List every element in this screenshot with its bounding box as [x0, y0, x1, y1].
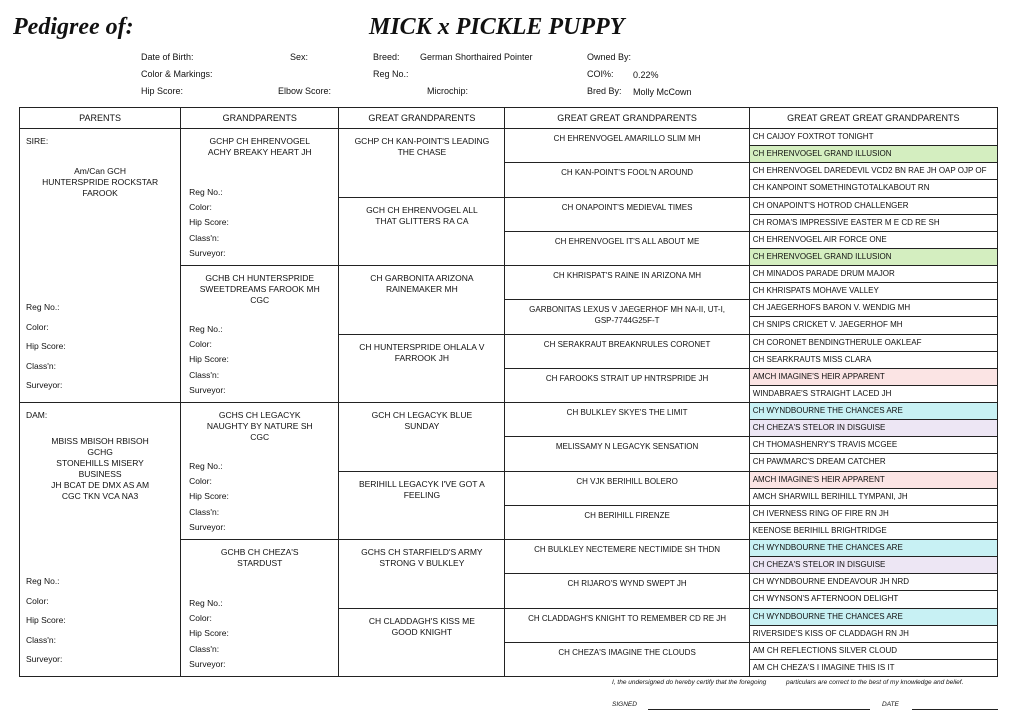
grandparent-field-hip: Hip Score:	[189, 217, 229, 228]
gg-grandparent-name: CH CLADDAGH'S KNIGHT TO REMEMBER CD RE JH	[528, 613, 727, 623]
parent-field-surveyor: Surveyor:	[26, 380, 63, 391]
ggg-grandparent-name: CH EHRENVOGEL AIR FORCE ONE	[752, 234, 887, 244]
ggg-grandparent-name: CH PAWMARC'S DREAM CATCHER	[752, 457, 886, 467]
pedigree-row	[20, 403, 998, 420]
ggg-grandparent-name: CH KANPOINT SOMETHINGTOTALKABOUT RN	[752, 183, 930, 193]
great-grandparent-cell	[339, 334, 505, 403]
great-grandparent-name: CH GARBONITA ARIZONA RAINEMAKER MH	[370, 273, 474, 294]
ggg-grandparent-cell	[749, 659, 997, 676]
great-grandparent-cell	[339, 403, 505, 472]
column-header-grandparents: GRANDPARENTS	[181, 108, 339, 129]
sire-cell	[20, 129, 181, 403]
ggg-grandparent-name: AM CH CHEZA'S I IMAGINE THIS IS IT	[752, 662, 895, 672]
gg-grandparent-cell	[505, 608, 749, 642]
ggg-grandparent-cell	[749, 522, 997, 539]
grandparent-field-reg: Reg No.:	[189, 460, 223, 471]
ggg-grandparent-name: AMCH IMAGINE'S HEIR APPARENT	[752, 474, 885, 484]
gg-grandparent-name: CH BERIHILL FIRENZE	[584, 510, 670, 520]
ggg-grandparent-cell	[749, 557, 997, 574]
great-grandparent-cell	[339, 471, 505, 540]
gg-grandparent-cell	[505, 574, 749, 608]
grandparent-name: GCHB CH HUNTERSPRIDE SWEETDREAMS FAROOK MH CGC	[199, 273, 320, 305]
ggg-grandparent-name: CH CHEZA'S STELOR IN DISGUISE	[752, 560, 886, 570]
gg-grandparent-name: CH BULKLEY SKYE'S THE LIMIT	[566, 408, 688, 417]
ggg-grandparent-cell	[749, 248, 997, 265]
great-grandparent-cell	[339, 266, 505, 335]
owned-by-label: Owned By:	[587, 52, 632, 62]
ggg-grandparent-name: AM CH REFLECTIONS SILVER CLOUD	[752, 645, 898, 655]
ggg-grandparent-cell	[749, 231, 997, 248]
grandparent-field-surveyor: Surveyor:	[189, 521, 226, 532]
certify-text-right: particulars are correct to the best of my knowledge and belief.	[786, 679, 964, 686]
grandparent-field-color: Color:	[189, 202, 212, 213]
grandparent-name: GCHS CH LEGACYK NAUGHTY BY NATURE SH CGC	[206, 410, 313, 442]
grandparent-name: GCHB CH CHEZA'S STARDUST	[220, 547, 299, 568]
column-header-ggg-grandparents: GREAT GREAT GREAT GRANDPARENTS	[749, 108, 997, 129]
column-header-gg-grandparents: GREAT GREAT GRANDPARENTS	[505, 108, 749, 129]
great-grandparent-cell	[339, 540, 505, 609]
ggg-grandparent-name: CH THOMASHENRY'S TRAVIS MCGEE	[752, 440, 898, 450]
ggg-grandparent-name: CH EHRENVOGEL DAREDEVIL VCD2 BN RAE JH OAP OJP OF	[752, 166, 987, 176]
great-grandparent-name: GCH CH EHRENVOGEL ALL THAT GLITTERS RA CA	[366, 204, 478, 226]
great-grandparent-name: BERIHILL LEGACYK I'VE GOT A FEELING	[358, 478, 485, 500]
parent-name: MBISS MBISOH RBISOH GCHG STONEHILLS MISERY BUSINESS JH BCAT DE DMX AS AM CGC TKN VCA NA3	[51, 436, 150, 501]
ggg-grandparent-cell	[749, 197, 997, 214]
grandparent-field-reg: Reg No.:	[189, 186, 223, 197]
great-grandparent-cell	[339, 129, 505, 198]
parent-field-hip: Hip Score:	[26, 615, 66, 626]
hip-score-label: Hip Score:	[141, 86, 184, 96]
gg-grandparent-name: CH SERAKRAUT BREAKNRULES CORONET	[543, 339, 711, 349]
grandparent-field-reg: Reg No.:	[189, 597, 223, 608]
gg-grandparent-name: GARBONITAS LEXUS V JAEGERHOF MH NA-II, UT-I, GSP-7744G25F-T	[529, 305, 726, 326]
grandparent-field-class: Class'n:	[189, 232, 220, 243]
parent-field-reg: Reg No.:	[26, 576, 60, 587]
ggg-grandparent-name: CH CHEZA'S STELOR IN DISGUISE	[752, 423, 886, 433]
column-header-parents: PARENTS	[20, 108, 181, 129]
coi-label: COI%:	[587, 69, 614, 79]
parent-field-hip: Hip Score:	[26, 341, 66, 352]
ggg-grandparent-cell	[749, 385, 997, 402]
grandparent-cell	[181, 540, 339, 677]
ggg-grandparent-cell	[749, 642, 997, 659]
ggg-grandparent-name: CH MINADOS PARADE DRUM MAJOR	[752, 269, 895, 278]
gg-grandparent-cell	[505, 368, 749, 402]
ggg-grandparent-name: CH CAIJOY FOXTROT TONIGHT	[752, 132, 874, 141]
gg-grandparent-name: CH EHRENVOGEL IT'S ALL ABOUT ME	[554, 236, 700, 246]
grandparent-field-color: Color:	[189, 613, 212, 624]
dob-label: Date of Birth:	[141, 52, 194, 62]
ggg-grandparent-cell	[749, 163, 997, 180]
ggg-grandparent-name: CH WYNDBOURNE THE CHANCES ARE	[752, 406, 903, 415]
gg-grandparent-cell	[505, 505, 749, 539]
parent-field-color: Color:	[26, 321, 49, 332]
pedigree-row	[20, 129, 998, 146]
bred-by-label: Bred By:	[587, 86, 622, 96]
coi-value: 0.22%	[633, 70, 659, 80]
great-grandparent-name: CH HUNTERSPRIDE OHLALA V FARROOK JH	[359, 341, 485, 363]
gg-grandparent-cell	[505, 540, 749, 574]
grandparent-field-class: Class'n:	[189, 643, 220, 654]
parent-role-label: SIRE:	[26, 136, 49, 146]
ggg-grandparent-cell	[749, 488, 997, 505]
grandparent-field-surveyor: Surveyor:	[189, 384, 226, 395]
parent-field-class: Class'n:	[26, 634, 56, 645]
ggg-grandparent-cell	[749, 591, 997, 608]
ggg-grandparent-name: CH IVERNESS RING OF FIRE RN JH	[752, 508, 889, 518]
pedigree-table	[19, 107, 998, 677]
grandparent-field-surveyor: Surveyor:	[189, 247, 226, 258]
grandparent-field-color: Color:	[189, 339, 212, 350]
grandparent-field-reg: Reg No.:	[189, 323, 223, 334]
gg-grandparent-name: CH BULKLEY NECTEMERE NECTIMIDE SH THDN	[534, 545, 721, 554]
color-markings-label: Color & Markings:	[141, 69, 213, 79]
ggg-grandparent-cell	[749, 471, 997, 488]
gg-grandparent-cell	[505, 403, 749, 437]
great-grandparent-cell	[339, 197, 505, 266]
parent-role-label: DAM:	[26, 410, 48, 420]
column-header-great-grandparents: GREAT GRANDPARENTS	[339, 108, 505, 129]
gg-grandparent-cell	[505, 334, 749, 368]
gg-grandparent-name: CH EHRENVOGEL AMARILLO SLIM MH	[553, 134, 701, 143]
ggg-grandparent-cell	[749, 266, 997, 283]
ggg-grandparent-cell	[749, 214, 997, 231]
gg-grandparent-cell	[505, 266, 749, 300]
ggg-grandparent-name: CH WYNDBOURNE ENDEAVOUR JH NRD	[752, 577, 910, 587]
date-line[interactable]	[912, 709, 998, 710]
gg-grandparent-cell	[505, 129, 749, 163]
great-grandparent-name: GCHP CH KAN-POINT'S LEADING THE CHASE	[354, 136, 490, 157]
ggg-grandparent-cell	[749, 540, 997, 557]
certify-text-left: I, the undersigned do hereby certify that the foregoing	[612, 679, 767, 686]
ggg-grandparent-name: CH ONAPOINT'S HOTROD CHALLENGER	[752, 200, 909, 210]
sex-label: Sex:	[290, 52, 309, 62]
gg-grandparent-name: CH RIJARO'S WYND SWEPT JH	[567, 579, 687, 589]
bred-by-value: Molly McCown	[633, 87, 692, 97]
ggg-grandparent-cell	[749, 180, 997, 197]
gg-grandparent-cell	[505, 163, 749, 197]
dog-name-title: MICK x PICKLE PUPPY	[369, 14, 625, 40]
breed-label: Breed:	[373, 52, 400, 62]
ggg-grandparent-cell	[749, 317, 997, 334]
ggg-grandparent-cell	[749, 505, 997, 522]
ggg-grandparent-name: RIVERSIDE'S KISS OF CLADDAGH RN JH	[752, 628, 909, 638]
grandparent-field-color: Color:	[189, 476, 212, 487]
reg-no-label: Reg No.:	[373, 69, 409, 79]
grandparent-field-class: Class'n:	[189, 369, 220, 380]
ggg-grandparent-cell	[749, 420, 997, 437]
grandparent-field-class: Class'n:	[189, 506, 220, 517]
ggg-grandparent-name: CH KHRISPATS MOHAVE VALLEY	[752, 286, 879, 296]
gg-grandparent-cell	[505, 437, 749, 471]
grandparent-cell	[181, 403, 339, 540]
ggg-grandparent-cell	[749, 625, 997, 642]
ggg-grandparent-cell	[749, 368, 997, 385]
signature-line[interactable]	[648, 709, 870, 710]
signed-label: SIGNED	[612, 701, 637, 708]
parent-field-reg: Reg No.:	[26, 302, 60, 313]
parent-field-color: Color:	[26, 595, 49, 606]
ggg-grandparent-name: CH EHRENVOGEL GRAND ILLUSION	[752, 149, 892, 159]
ggg-grandparent-name: CH ROMA'S IMPRESSIVE EASTER M E CD RE SH	[752, 217, 940, 227]
grandparent-field-hip: Hip Score:	[189, 491, 229, 502]
grandparent-field-hip: Hip Score:	[189, 628, 229, 639]
ggg-grandparent-name: CH CORONET BENDINGTHERULE OAKLEAF	[752, 337, 922, 347]
date-label: DATE	[882, 701, 899, 708]
ggg-grandparent-name: AMCH IMAGINE'S HEIR APPARENT	[752, 371, 885, 381]
gg-grandparent-name: CH ONAPOINT'S MEDIEVAL TIMES	[561, 202, 693, 212]
great-grandparent-name: GCH CH LEGACYK BLUE SUNDAY	[371, 410, 473, 431]
ggg-grandparent-cell	[749, 300, 997, 317]
ggg-grandparent-cell	[749, 403, 997, 420]
parent-name: Am/Can GCH HUNTERSPRIDE ROCKSTAR FAROOK	[42, 166, 159, 198]
gg-grandparent-cell	[505, 231, 749, 265]
ggg-grandparent-name: CH WYNDBOURNE THE CHANCES ARE	[752, 543, 903, 552]
gg-grandparent-name: CH CHEZA'S IMAGINE THE CLOUDS	[558, 647, 696, 657]
gg-grandparent-name: CH KAN-POINT'S FOOL'N AROUND	[561, 168, 694, 178]
parent-field-surveyor: Surveyor:	[26, 654, 63, 665]
grandparent-field-surveyor: Surveyor:	[189, 658, 226, 669]
elbow-score-label: Elbow Score:	[278, 86, 332, 96]
ggg-grandparent-cell	[749, 454, 997, 471]
ggg-grandparent-cell	[749, 437, 997, 454]
breed-value: German Shorthaired Pointer	[420, 52, 533, 62]
grandparent-cell	[181, 129, 339, 266]
ggg-grandparent-name: CH SEARKRAUTS MISS CLARA	[752, 354, 872, 364]
column-header-row	[20, 108, 998, 129]
ggg-grandparent-cell	[749, 129, 997, 146]
ggg-grandparent-cell	[749, 574, 997, 591]
great-grandparent-cell	[339, 608, 505, 677]
ggg-grandparent-name: CH JAEGERHOFS BARON V. WENDIG MH	[752, 303, 911, 313]
gg-grandparent-name: CH VJK BERIHILL BOLERO	[576, 476, 678, 486]
gg-grandparent-cell	[505, 197, 749, 231]
ggg-grandparent-name: WINDABRAE'S STRAIGHT LACED JH	[752, 388, 892, 398]
ggg-grandparent-name: AMCH SHARWILL BERIHILL TYMPANI, JH	[752, 491, 908, 501]
gg-grandparent-cell	[505, 300, 749, 334]
gg-grandparent-name: MELISSAMY N LEGACYK SENSATION	[555, 442, 699, 452]
ggg-grandparent-cell	[749, 608, 997, 625]
ggg-grandparent-name: CH SNIPS CRICKET V. JAEGERHOF MH	[752, 320, 903, 330]
microchip-label: Microchip:	[427, 86, 469, 96]
grandparent-name: GCHP CH EHRENVOGEL ACHY BREAKY HEART JH	[207, 136, 312, 157]
gg-grandparent-cell	[505, 471, 749, 505]
ggg-grandparent-name: CH WYNSON'S AFTERNOON DELIGHT	[752, 594, 899, 604]
gg-grandparent-name: CH KHRISPAT'S RAINE IN ARIZONA MH	[553, 271, 702, 280]
gg-grandparent-name: CH FAROOKS STRAIT UP HNTRSPRIDE JH	[545, 373, 709, 383]
ggg-grandparent-cell	[749, 334, 997, 351]
great-grandparent-name: GCHS CH STARFIELD'S ARMY STRONG V BULKLEY	[361, 547, 483, 568]
ggg-grandparent-name: KEENOSE BERIHILL BRIGHTRIDGE	[752, 525, 887, 535]
ggg-grandparent-name: CH WYNDBOURNE THE CHANCES ARE	[752, 611, 903, 621]
ggg-grandparent-cell	[749, 146, 997, 163]
ggg-grandparent-cell	[749, 283, 997, 300]
pedigree-label: Pedigree of:	[13, 14, 134, 40]
gg-grandparent-cell	[505, 642, 749, 676]
great-grandparent-name: CH CLADDAGH'S KISS ME GOOD KNIGHT	[368, 615, 475, 637]
parent-field-class: Class'n:	[26, 360, 56, 371]
ggg-grandparent-name: CH EHRENVOGEL GRAND ILLUSION	[752, 251, 892, 261]
dam-cell	[20, 403, 181, 677]
grandparent-field-hip: Hip Score:	[189, 354, 229, 365]
grandparent-cell	[181, 266, 339, 403]
ggg-grandparent-cell	[749, 351, 997, 368]
